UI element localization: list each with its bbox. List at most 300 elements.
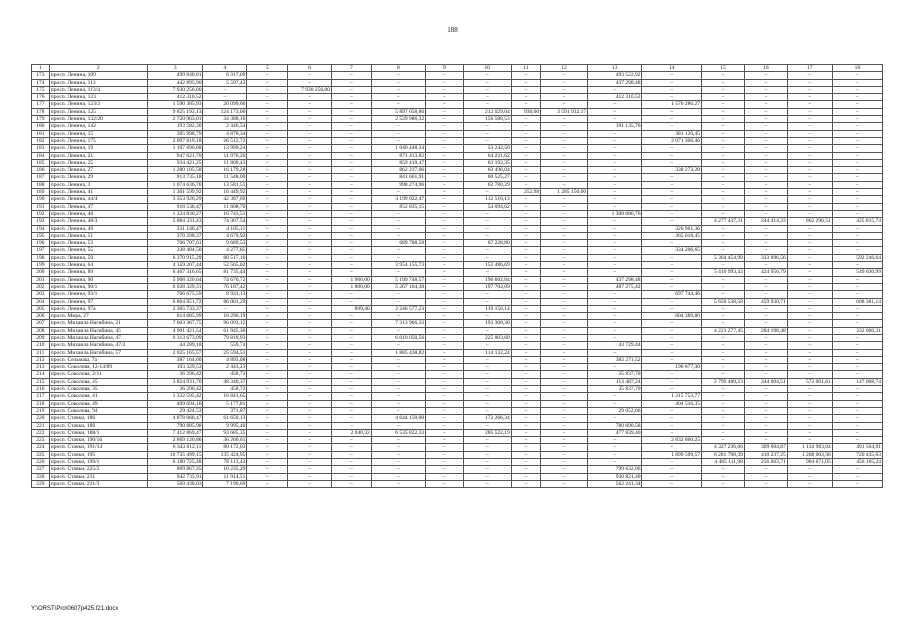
value-cell: –: [832, 101, 882, 108]
value-cell: 2 869 120,86: [148, 437, 203, 444]
value-cell: 61 945,30: [203, 327, 247, 334]
value-cell: –: [247, 218, 288, 225]
value-cell: –: [588, 305, 642, 312]
value-cell: –: [426, 79, 464, 86]
value-cell: 74 367,54: [203, 218, 247, 225]
address-cell: просп. Ленина, 142: [49, 123, 147, 130]
value-cell: 371,87: [203, 407, 247, 414]
value-cell: 720 435,63: [832, 451, 882, 458]
value-cell: –: [426, 86, 464, 93]
value-cell: –: [511, 137, 540, 144]
value-cell: –: [247, 386, 288, 393]
address-cell: просп. Ленина, 41: [49, 189, 147, 196]
value-cell: –: [463, 313, 511, 320]
value-cell: –: [463, 473, 511, 480]
value-cell: –: [288, 101, 332, 108]
table-row: [32, 196, 883, 203]
value-cell: –: [787, 466, 832, 473]
row-number-cell: 173: [32, 72, 50, 79]
table-row: [32, 203, 883, 210]
value-cell: 6 467 316,65: [148, 269, 203, 276]
value-cell: 6 028 329,31: [148, 283, 203, 290]
value-cell: 4 277 437,31: [702, 218, 745, 225]
value-cell: –: [463, 451, 511, 458]
value-cell: 338 484,50: [148, 247, 203, 254]
address-cell: просп. Ленина, 113/4: [49, 86, 147, 93]
table-row: [32, 101, 883, 108]
value-cell: –: [288, 137, 332, 144]
value-cell: –: [541, 181, 588, 188]
value-cell: –: [332, 437, 372, 444]
value-cell: –: [832, 94, 882, 101]
value-cell: –: [511, 437, 540, 444]
value-cell: –: [332, 393, 372, 400]
value-cell: 252,98: [511, 189, 540, 196]
value-cell: –: [541, 225, 588, 232]
table-row: [32, 291, 883, 298]
value-cell: –: [832, 108, 882, 115]
value-cell: –: [371, 210, 425, 217]
value-cell: –: [832, 429, 882, 436]
value-cell: –: [332, 101, 372, 108]
value-cell: –: [541, 298, 588, 305]
value-cell: –: [541, 152, 588, 159]
value-cell: –: [642, 305, 702, 312]
row-number-cell: 185: [32, 159, 50, 166]
value-cell: –: [702, 145, 745, 152]
value-cell: –: [426, 342, 464, 349]
value-cell: –: [371, 371, 425, 378]
value-cell: 35 837,70: [588, 386, 642, 393]
table-row: [32, 400, 883, 407]
column-header: 18: [832, 65, 882, 72]
value-cell: –: [511, 473, 540, 480]
row-number-cell: 195: [32, 232, 50, 239]
value-cell: –: [288, 72, 332, 79]
value-cell: –: [832, 116, 882, 123]
row-number-cell: 175: [32, 86, 50, 93]
value-cell: –: [588, 298, 642, 305]
value-cell: –: [744, 108, 787, 115]
value-cell: –: [426, 203, 464, 210]
value-cell: –: [744, 225, 787, 232]
value-cell: –: [426, 181, 464, 188]
value-cell: –: [588, 101, 642, 108]
value-cell: 7 412 869,47: [148, 429, 203, 436]
value-cell: –: [541, 437, 588, 444]
value-cell: –: [247, 364, 288, 371]
value-cell: –: [511, 159, 540, 166]
value-cell: 930 821,40: [588, 473, 642, 480]
value-cell: 78 113,43: [203, 459, 247, 466]
value-cell: –: [787, 342, 832, 349]
table-row: [32, 262, 883, 269]
value-cell: –: [426, 400, 464, 407]
table-row: [32, 415, 883, 422]
value-cell: –: [332, 313, 372, 320]
value-cell: –: [288, 364, 332, 371]
value-cell: –: [332, 181, 372, 188]
value-cell: –: [426, 276, 464, 283]
value-cell: –: [787, 225, 832, 232]
value-cell: –: [426, 305, 464, 312]
value-cell: 947 621,70: [148, 152, 203, 159]
value-cell: –: [832, 137, 882, 144]
value-cell: 1 040 448,34: [371, 145, 425, 152]
value-cell: –: [426, 72, 464, 79]
row-number-cell: 178: [32, 108, 50, 115]
table-row: [32, 283, 883, 290]
value-cell: –: [288, 218, 332, 225]
table-row: [32, 473, 883, 480]
value-cell: –: [588, 451, 642, 458]
value-cell: 333 696,56: [744, 254, 787, 261]
table-row: [32, 378, 883, 385]
value-cell: 6 804 851,72: [148, 298, 203, 305]
value-cell: –: [832, 130, 882, 137]
value-cell: 64 231,62: [463, 152, 511, 159]
value-cell: –: [787, 473, 832, 480]
value-cell: –: [787, 94, 832, 101]
row-number-cell: 174: [32, 79, 50, 86]
value-cell: –: [702, 181, 745, 188]
table-row: [32, 356, 883, 363]
value-cell: –: [702, 466, 745, 473]
value-cell: –: [332, 159, 372, 166]
value-cell: 11 976,26: [203, 152, 247, 159]
value-cell: –: [702, 203, 745, 210]
table-row: [32, 437, 883, 444]
value-cell: –: [332, 72, 372, 79]
value-cell: 1 285 150,00: [541, 189, 588, 196]
value-cell: –: [511, 196, 540, 203]
value-cell: –: [371, 86, 425, 93]
row-number-cell: 187: [32, 174, 50, 181]
row-number-cell: 176: [32, 94, 50, 101]
value-cell: 29 424,53: [148, 407, 203, 414]
value-cell: –: [511, 327, 540, 334]
value-cell: –: [371, 101, 425, 108]
value-cell: –: [332, 247, 372, 254]
value-cell: –: [288, 189, 332, 196]
value-cell: –: [288, 400, 332, 407]
value-cell: –: [511, 218, 540, 225]
value-cell: –: [288, 203, 332, 210]
row-number-cell: 182: [32, 137, 50, 144]
value-cell: –: [744, 291, 787, 298]
value-cell: –: [371, 94, 425, 101]
value-cell: 60 525,27: [463, 174, 511, 181]
value-cell: –: [463, 466, 511, 473]
value-cell: –: [832, 203, 882, 210]
value-cell: 4 901 421,54: [148, 327, 203, 334]
value-cell: –: [702, 393, 745, 400]
value-cell: –: [371, 386, 425, 393]
value-cell: 2 071 306,46: [642, 137, 702, 144]
value-cell: –: [832, 86, 882, 93]
value-cell: 493 522,92: [588, 72, 642, 79]
value-cell: –: [832, 473, 882, 480]
value-cell: –: [332, 116, 372, 123]
row-number-cell: 224: [32, 444, 50, 451]
value-cell: 156 588,53: [463, 116, 511, 123]
value-cell: –: [332, 444, 372, 451]
column-header: 3: [148, 65, 203, 72]
address-cell: просп. Ленина, 109: [49, 72, 147, 79]
value-cell: –: [288, 145, 332, 152]
value-cell: –: [288, 79, 332, 86]
value-cell: –: [588, 459, 642, 466]
value-cell: –: [787, 283, 832, 290]
value-cell: –: [702, 101, 745, 108]
value-cell: 113 487,24: [588, 378, 642, 385]
value-cell: –: [511, 459, 540, 466]
value-cell: 409 694,16: [148, 400, 203, 407]
row-number-cell: 212: [32, 356, 50, 363]
value-cell: –: [426, 152, 464, 159]
value-cell: 193 582,30: [148, 123, 203, 130]
value-cell: 42 387,69: [203, 196, 247, 203]
value-cell: –: [463, 386, 511, 393]
value-cell: –: [426, 145, 464, 152]
value-cell: –: [426, 262, 464, 269]
row-number-cell: 210: [32, 342, 50, 349]
value-cell: –: [787, 167, 832, 174]
value-cell: –: [588, 444, 642, 451]
address-cell: просп. Ленина, 93/1: [49, 291, 147, 298]
value-cell: –: [588, 327, 642, 334]
value-cell: –: [642, 480, 702, 487]
value-cell: –: [832, 196, 882, 203]
value-cell: –: [332, 364, 372, 371]
table-row: [32, 152, 883, 159]
table-row: [32, 181, 883, 188]
value-cell: –: [463, 356, 511, 363]
value-cell: –: [744, 159, 787, 166]
value-cell: –: [247, 232, 288, 239]
value-cell: 2 040,32: [332, 429, 372, 436]
value-cell: –: [744, 429, 787, 436]
value-cell: –: [247, 291, 288, 298]
value-cell: –: [371, 400, 425, 407]
value-cell: –: [832, 386, 882, 393]
value-cell: 385 998,79: [148, 130, 203, 137]
value-cell: –: [332, 232, 372, 239]
column-header: 11: [511, 65, 540, 72]
value-cell: 16 841,65: [203, 393, 247, 400]
value-cell: 11 809,43: [203, 159, 247, 166]
table-row: [32, 72, 883, 79]
value-cell: –: [588, 181, 642, 188]
value-cell: 4 185,11: [203, 225, 247, 232]
value-cell: –: [832, 79, 882, 86]
value-cell: –: [642, 444, 702, 451]
value-cell: –: [541, 72, 588, 79]
value-cell: –: [832, 225, 882, 232]
value-cell: –: [463, 291, 511, 298]
value-cell: –: [463, 422, 511, 429]
value-cell: 437 298,48: [588, 276, 642, 283]
value-cell: 697 744,46: [642, 291, 702, 298]
value-cell: –: [426, 116, 464, 123]
value-cell: –: [332, 466, 372, 473]
value-cell: 1 107 690,68: [148, 145, 203, 152]
value-cell: 119 156,14: [463, 305, 511, 312]
value-cell: –: [511, 276, 540, 283]
value-cell: –: [371, 407, 425, 414]
value-cell: –: [511, 94, 540, 101]
value-cell: –: [332, 137, 372, 144]
value-cell: –: [511, 72, 540, 79]
value-cell: 191 135,76: [588, 123, 642, 130]
value-cell: –: [463, 480, 511, 487]
value-cell: 412 310,52: [588, 94, 642, 101]
table-row: [32, 116, 883, 123]
value-cell: 4 159 207,44: [148, 262, 203, 269]
value-cell: –: [642, 283, 702, 290]
value-cell: –: [642, 276, 702, 283]
value-cell: –: [787, 189, 832, 196]
value-cell: –: [642, 203, 702, 210]
address-cell: просп. Ленина, 97а: [49, 305, 147, 312]
value-cell: –: [463, 254, 511, 261]
value-cell: –: [426, 451, 464, 458]
value-cell: 96 093,12: [203, 320, 247, 327]
value-cell: –: [744, 364, 787, 371]
value-cell: –: [787, 86, 832, 93]
value-cell: 4 893,08: [203, 356, 247, 363]
value-cell: –: [541, 137, 588, 144]
value-cell: 562 241,34: [588, 480, 642, 487]
table-row: [32, 393, 883, 400]
value-cell: –: [511, 240, 540, 247]
value-cell: 549 630,99: [832, 269, 882, 276]
value-cell: –: [332, 225, 372, 232]
value-cell: –: [588, 269, 642, 276]
value-cell: 458,72: [203, 371, 247, 378]
value-cell: –: [332, 189, 372, 196]
value-cell: –: [332, 320, 372, 327]
value-cell: 852 835,15: [371, 203, 425, 210]
row-number-cell: 201: [32, 276, 50, 283]
value-cell: 256 663,71: [744, 459, 787, 466]
value-cell: 332 000,31: [832, 327, 882, 334]
value-cell: 381 120,45: [642, 130, 702, 137]
column-header: 5: [247, 65, 288, 72]
value-cell: 13 999,24: [203, 145, 247, 152]
address-cell: просп. Михаила Нагибина, 21: [49, 320, 147, 327]
value-cell: 559,74: [203, 342, 247, 349]
value-cell: –: [588, 152, 642, 159]
value-cell: –: [247, 444, 288, 451]
table-header-row: [32, 65, 883, 72]
table-row: [32, 371, 883, 378]
column-header: 9: [426, 65, 464, 72]
value-cell: –: [288, 459, 332, 466]
value-cell: –: [463, 79, 511, 86]
row-number-cell: 222: [32, 429, 50, 436]
value-cell: –: [787, 210, 832, 217]
value-cell: –: [744, 407, 787, 414]
value-cell: –: [426, 159, 464, 166]
value-cell: –: [541, 218, 588, 225]
value-cell: –: [541, 393, 588, 400]
page-number: 188: [447, 26, 458, 34]
value-cell: 7 603 367,75: [148, 320, 203, 327]
address-cell: просп. Ленина, 3: [49, 181, 147, 188]
value-cell: –: [247, 283, 288, 290]
address-cell: просп. Ленина, 49: [49, 225, 147, 232]
value-cell: –: [332, 451, 372, 458]
value-cell: –: [541, 167, 588, 174]
value-cell: –: [744, 320, 787, 327]
value-cell: –: [541, 159, 588, 166]
value-cell: 410 237,25: [744, 451, 787, 458]
value-cell: –: [541, 130, 588, 137]
row-number-cell: 190: [32, 196, 50, 203]
value-cell: 804 389,80: [642, 313, 702, 320]
address-cell: просп. Ленина, 21: [49, 152, 147, 159]
value-cell: 193 308,30: [463, 320, 511, 327]
value-cell: 11 548,00: [203, 174, 247, 181]
row-number-cell: 194: [32, 225, 50, 232]
value-cell: –: [787, 159, 832, 166]
address-cell: просп. Мира, 27: [49, 313, 147, 320]
value-cell: –: [463, 371, 511, 378]
value-cell: –: [463, 298, 511, 305]
value-cell: –: [702, 276, 745, 283]
value-cell: 4 644 150,00: [371, 415, 425, 422]
value-cell: –: [744, 386, 787, 393]
column-header: 13: [588, 65, 642, 72]
value-cell: 4 679,92: [203, 232, 247, 239]
value-cell: 284 198,48: [744, 327, 787, 334]
value-cell: 2 025 165,57: [148, 349, 203, 356]
value-cell: –: [332, 342, 372, 349]
value-cell: –: [426, 123, 464, 130]
value-cell: –: [247, 473, 288, 480]
value-cell: –: [702, 210, 745, 217]
value-cell: –: [744, 371, 787, 378]
value-cell: –: [642, 72, 702, 79]
value-cell: –: [426, 356, 464, 363]
value-cell: –: [371, 291, 425, 298]
value-cell: –: [332, 386, 372, 393]
value-cell: –: [332, 334, 372, 341]
value-cell: 196 602,84: [463, 276, 511, 283]
value-cell: 5 897 058,86: [371, 108, 425, 115]
value-cell: –: [832, 305, 882, 312]
value-cell: –: [541, 101, 588, 108]
value-cell: –: [588, 291, 642, 298]
value-cell: –: [787, 232, 832, 239]
value-cell: –: [744, 94, 787, 101]
value-cell: –: [288, 342, 332, 349]
value-cell: –: [642, 218, 702, 225]
value-cell: 331 146,47: [148, 225, 203, 232]
value-cell: 3 824 931,70: [148, 378, 203, 385]
value-cell: –: [332, 123, 372, 130]
value-cell: 25 594,51: [203, 349, 247, 356]
value-cell: –: [541, 196, 588, 203]
value-cell: 404 516,35: [642, 400, 702, 407]
value-cell: 425 815,74: [832, 218, 882, 225]
data-table: [31, 64, 883, 488]
table-body: [32, 72, 883, 488]
table-row: [32, 210, 883, 217]
column-header: 1: [32, 65, 50, 72]
table-row: [32, 130, 883, 137]
